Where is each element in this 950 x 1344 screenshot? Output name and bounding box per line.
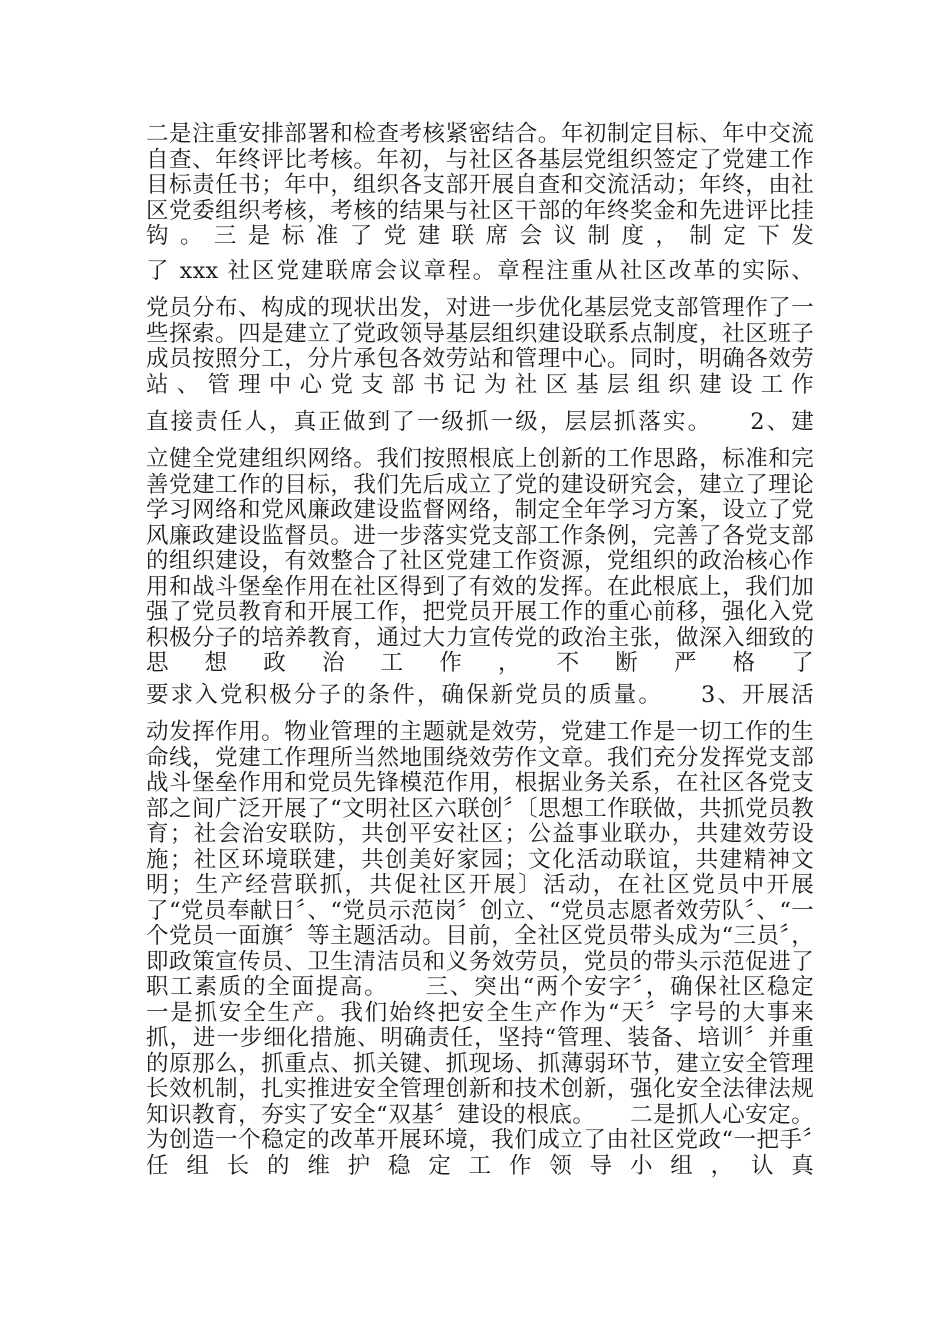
paragraph-organization-network: 立健全党建组织网络。我们按照根底上创新的工作思路，标准和完善党建工作的目标，我们先后成立了党的建设研究会，建立了理论学习网络和党风廉政建设监督网络，制定全年学习方案，设立了党风廉政建设监督员。进一步落实党支部工作条例，完善了各党支部的组织建设，有效整合了社区党建工作资源，党组织的政治核心作用和战斗堡垒作用在社区得到了有效的发挥。在此根底上，我们加强了党员教育和开展工作，把党员开展工作的重心前移，强化入党积极分子的培养教育，通过大力宣传党的政治主张，做深入细致的思想政治工作，不断严格了 [146,446,814,676]
paragraph-responsibility-line: 直接责任人，真正做到了一级抓一级，层层抓落实。 2、建 [146,409,814,435]
paragraph-member-quality-line: 要求入党积极分子的条件，确保新党员的质量。 3、开展活 [146,682,814,708]
paragraph-charter-line: 了 xxx 社区党建联席会议章程。章程注重从社区改革的实际、 [146,258,814,284]
paragraph-activities-and-safety: 动发挥作用。物业管理的主题就是效劳，党建工作是一切工作的生命线，党建工作理所当然地围绕效劳作文章。我们充分发挥党支部战斗堡垒作用和党员先锋模范作用，根据业务关系，在社区各党支部之间广泛开展了“文明社区六联创〞〔思想工作联做，共抓党员教育；社会治安联防，共创平安社区；公益事业联办，共建效劳设施；社区环境联建，共创美好家园；文化活动联谊，共建精神文明；生产经营联抓，共促社区开展〕活动，在社区党员中开展了“党员奉献日〞、“党员示范岗〞创立、“党员志愿者效劳队〞、“一个党员一面旗〞等主题活动。目前，全社区党员带头成为“三员〞，即政策宣传员、卫生清洁员和义务效劳员，党员的带头示范促进了职工素质的全面提高。 三、突出“两个安字〞，确保社区稳定 一是抓安全生产。我们始终把安全生产作为“天〞字号的大事来抓，进一步细化措施、明确责任，坚持“管理、装备、培训〞并重的原那么，抓重点、抓关键、抓现场、抓薄弱环节，建立安全管理长效机制，扎实推进安全管理创新和技术创新，强化安全法律法规知识教育，夯实了安全“双基〞建设的根底。 二是抓人心安定。为创造一个稳定的改革开展环境，我们成立了由社区党政“一把手〞任组长的维护稳定工作领导小组，认真 [146,719,860,1179]
paragraph-contact-point-system: 党员分布、构成的现状出发，对进一步优化基层党支部管理作了一些探索。四是建立了党政领导基层组织建设联系点制度，社区班子成员按照分工，分片承包各效劳站和管理中心。同时，明确各效劳站、管理中心党支部书记为社区基层组织建设工作 [146,295,814,398]
paragraph-task-arrangement: 二是注重安排部署和检查考核紧密结合。年初制定目标、年中交流自查、年终评比考核。年初，与社区各基层党组织签定了党建工作目标责任书；年中，组织各支部开展自查和交流活动；年终，由社区党委组织考核，考核的结果与社区干部的年终奖金和先进评比挂钩。三是标准了党建联席会议制度，制定下发 [146,121,814,249]
